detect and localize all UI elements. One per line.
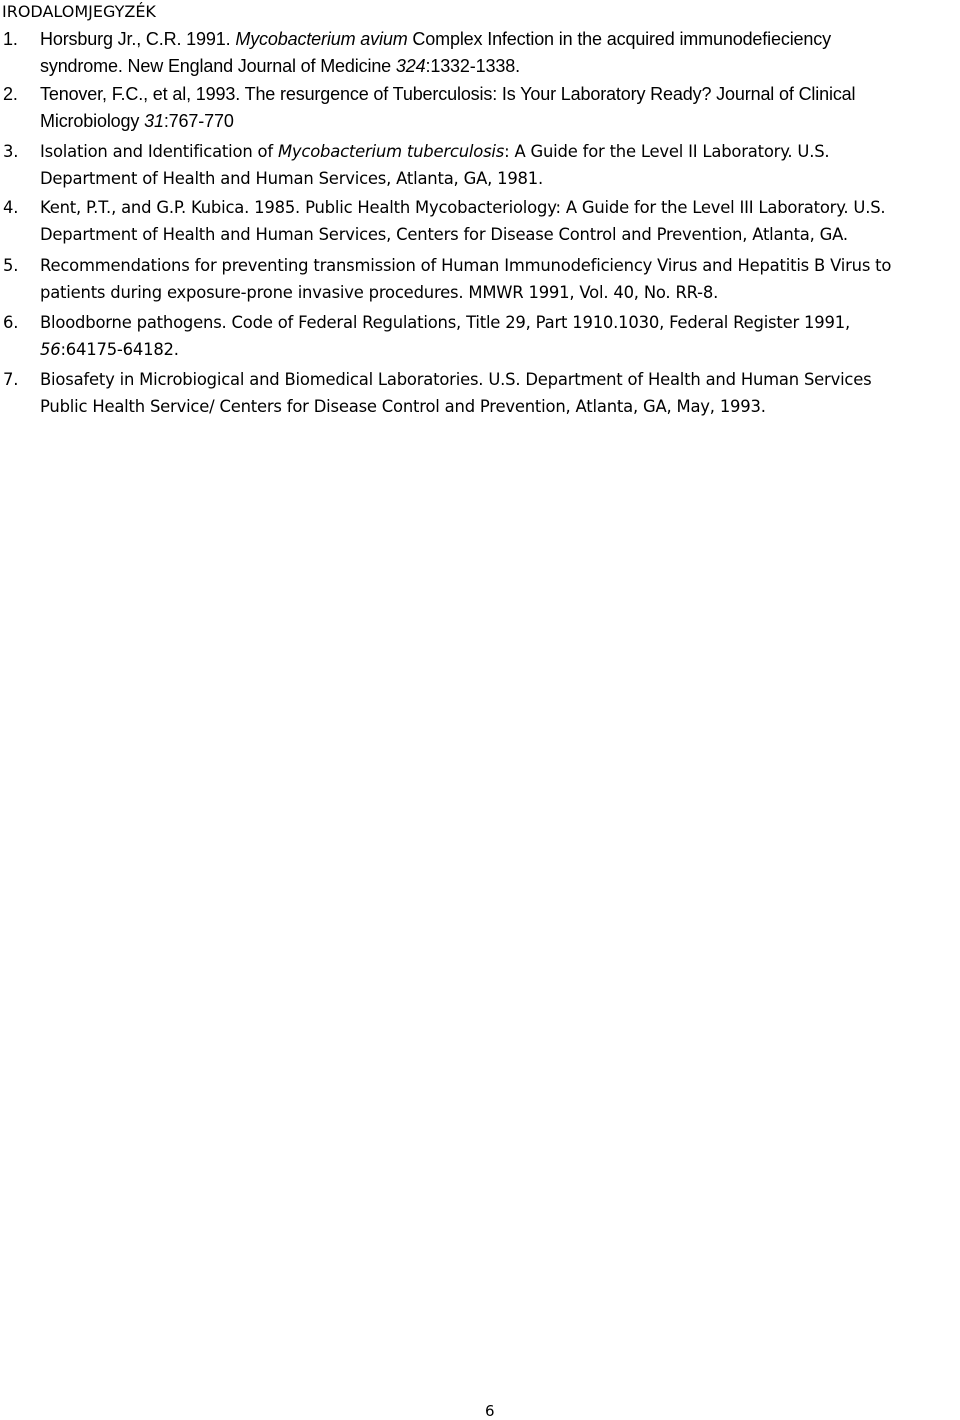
- text-segment: syndrome. New England Journal of Medicine: [40, 56, 396, 76]
- italic-segment: 324: [395, 56, 426, 76]
- text-segment: Microbiology: [40, 111, 145, 131]
- reference-line: [40, 221, 960, 248]
- text-segment: Isolation and Identification of: [40, 142, 278, 161]
- text-segment: Recommendations for preventing transmission of Human Immunodeficiency Virus and Hepatitis B Virus to: [40, 256, 892, 275]
- bibliography-heading: IRODALOMJEGYZÉK: [2, 2, 156, 21]
- italic-segment: Mycobacterium avium: [235, 29, 408, 49]
- reference-line: [40, 26, 960, 53]
- reference-text: [40, 252, 960, 306]
- italic-segment: 31: [144, 111, 164, 131]
- text-segment: Public Health Service/ Centers for Disease Control and Prevention, Atlanta, GA, May, 1993.: [40, 397, 766, 416]
- reference-line: [40, 279, 960, 306]
- reference-number: 1.: [3, 29, 18, 49]
- reference-line: [40, 53, 960, 80]
- text-segment: Kent, P.T., and G.P. Kubica. 1985. Public Health Mycobacteriology: A Guide for the Level III Laboratory. U.S.: [40, 198, 886, 217]
- reference-line: [40, 336, 960, 363]
- reference-line: [40, 81, 960, 108]
- reference-line: [40, 393, 960, 420]
- text-segment: patients during exposure-prone invasive procedures. MMWR 1991, Vol. 40, No. RR-8.: [40, 283, 719, 302]
- reference-number: 3.: [3, 142, 19, 161]
- reference-line: [40, 252, 960, 279]
- reference-line: [40, 194, 960, 221]
- reference-text: [40, 366, 960, 420]
- page-number: 6: [485, 1402, 495, 1420]
- text-segment: Department of Health and Human Services, Centers for Disease Control and Prevention, Atlanta, GA.: [40, 225, 848, 244]
- reference-line: [40, 108, 960, 135]
- text-segment: :1332-1338.: [425, 56, 520, 76]
- reference-text: [40, 26, 960, 80]
- italic-segment: 56: [40, 340, 61, 359]
- reference-text: [40, 309, 960, 363]
- reference-line: [40, 165, 960, 192]
- reference-line: [40, 366, 960, 393]
- reference-number: 4.: [3, 198, 19, 217]
- reference-text: [40, 138, 960, 192]
- text-segment: Complex Infection in the acquired immunodefieciency: [407, 29, 831, 49]
- reference-number: 7.: [3, 370, 19, 389]
- reference-text: [40, 194, 960, 248]
- italic-segment: Mycobacterium tuberculosis: [277, 142, 505, 161]
- reference-number: 6.: [3, 313, 19, 332]
- text-segment: Horsburg Jr., C.R. 1991.: [40, 29, 236, 49]
- text-segment: :767-770: [163, 111, 234, 131]
- reference-line: [40, 309, 960, 336]
- text-segment: Biosafety in Microbiogical and Biomedical Laboratories. U.S. Department of Health and Human Services: [40, 370, 872, 389]
- text-segment: :64175-64182.: [60, 340, 179, 359]
- text-segment: Department of Health and Human Services, Atlanta, GA, 1981.: [40, 169, 544, 188]
- text-segment: Tenover, F.C., et al, 1993. The resurgence of Tuberculosis: Is Your Laboratory Ready? Journal of Clinical: [40, 84, 856, 104]
- text-segment: : A Guide for the Level II Laboratory. U.S.: [504, 142, 830, 161]
- reference-text: [40, 81, 960, 135]
- reference-number: 2.: [3, 84, 18, 104]
- reference-line: [40, 138, 960, 165]
- reference-number: 5.: [3, 256, 19, 275]
- text-segment: Bloodborne pathogens. Code of Federal Regulations, Title 29, Part 1910.1030, Federal Register 1991,: [40, 313, 850, 332]
